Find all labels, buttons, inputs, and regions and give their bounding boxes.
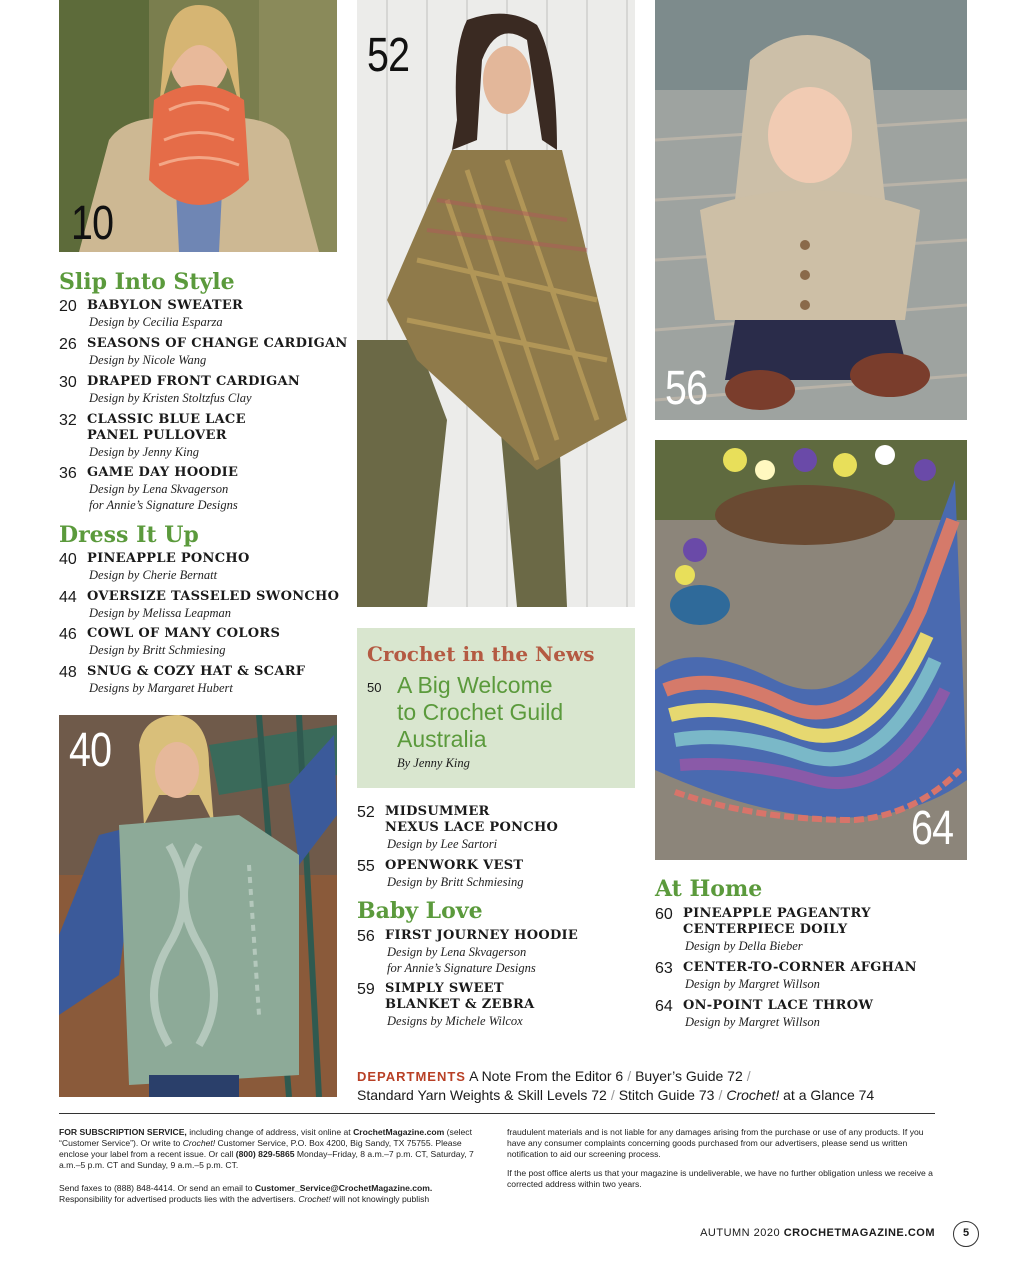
toc-page-number: 48 [59, 664, 77, 681]
magazine-name: Crochet! [182, 1138, 216, 1148]
photo-page-number: 64 [911, 802, 954, 855]
address-paragraph: If the post office alerts us that your magazine is undeliverable, we have no further obligation unless we receive a corrected address within two years. [507, 1168, 933, 1189]
news-section-title: Crochet in the News [367, 642, 595, 666]
toc-item[interactable] [59, 626, 349, 658]
photo-page-number: 56 [665, 362, 708, 415]
photo-green-poncho-woman [59, 715, 337, 1097]
photo-rainbow-afghan [655, 440, 967, 860]
magazine-name: Crochet! [298, 1194, 331, 1204]
toc-designer: Design by Britt Schmiesing [387, 875, 524, 889]
toc-item[interactable] [59, 374, 349, 406]
department-link[interactable] [726, 1087, 874, 1103]
toc-page-number: 40 [59, 551, 77, 568]
liability-info [507, 1127, 935, 1198]
magazine-name: Crochet! [726, 1087, 780, 1103]
toc-item[interactable] [59, 664, 349, 696]
toc-item[interactable] [59, 336, 349, 368]
toc-page-number: 59 [357, 981, 375, 998]
toc-title: PINEAPPLE PONCHO [87, 551, 250, 566]
toc-designer: Design by Nicole Wang [89, 353, 207, 367]
toc-title: OPENWORK VEST [385, 858, 524, 873]
toc-item[interactable] [655, 998, 945, 1030]
toc-title: MIDSUMMER [385, 804, 490, 819]
departments-label: DEPARTMENTS [357, 1069, 466, 1084]
toc-page-number: 60 [655, 906, 673, 923]
toc-item[interactable] [655, 906, 945, 954]
site-link[interactable]: CrochetMagazine.com [353, 1127, 445, 1137]
toc-item[interactable] [59, 551, 349, 583]
department-link[interactable]: Standard Yarn Weights & Skill Levels 72 [357, 1087, 607, 1103]
toc-title: OVERSIZE TASSELED SWONCHO [87, 589, 340, 604]
toc-title: GAME DAY HOODIE [87, 465, 239, 480]
toc-designer: Design by Lee Sartori [387, 837, 498, 851]
toc-item[interactable] [59, 465, 349, 513]
toc-item[interactable] [655, 960, 945, 992]
toc-item[interactable] [59, 298, 349, 330]
toc-designer: Design by Lena Skvagerson [387, 945, 527, 959]
department-link[interactable]: Stitch Guide 73 [618, 1087, 715, 1103]
liability-paragraph: fraudulent materials and is not liable for any damages arising from the purchase or use of any products. If you have any consumer complaints concerning goods purchased from our advertisers, please send us written notification to aid our screening process. [507, 1127, 924, 1159]
toc-designer: for Annie’s Signature Designs [387, 961, 536, 975]
toc-title: PANEL PULLOVER [87, 428, 227, 443]
toc-designer: Design by Cherie Bernatt [89, 568, 218, 582]
toc-title: BLANKET & ZEBRA [385, 997, 535, 1012]
photo-page-number: 52 [367, 29, 410, 82]
toc-page-number: 55 [357, 858, 375, 875]
toc-page-number: 20 [59, 298, 77, 315]
fine-text: including change of address, visit online at [186, 1127, 354, 1137]
toc-title: FIRST JOURNEY HOODIE [385, 928, 579, 943]
page-footer [700, 1227, 935, 1239]
page-number-badge: 5 [953, 1221, 979, 1247]
toc-title: CLASSIC BLUE LACE [87, 412, 246, 427]
fine-text: will not knowingly publish [330, 1194, 430, 1204]
toc-title: SEASONS OF CHANGE CARDIGAN [87, 336, 348, 351]
photo-baby-hoodie [655, 0, 967, 420]
separator: / [627, 1068, 632, 1084]
photo-cowl-woman [59, 0, 337, 252]
photo-page-number: 10 [71, 197, 114, 250]
toc-item[interactable] [357, 981, 647, 1029]
separator: / [746, 1068, 751, 1084]
email-link[interactable]: Customer_Service@CrochetMagazine.com. [254, 1183, 433, 1193]
departments [357, 1067, 957, 1104]
toc-page-number: 56 [357, 928, 375, 945]
toc-item[interactable] [357, 804, 647, 852]
toc-designer: Design by Della Bieber [685, 939, 803, 953]
subscription-info [59, 1127, 479, 1213]
toc-page-number: 26 [59, 336, 77, 353]
toc-page-number: 44 [59, 589, 77, 606]
photo-page-number: 40 [69, 724, 112, 777]
divider [59, 1113, 935, 1114]
toc-designer: Design by Lena Skvagerson [89, 482, 229, 496]
news-headline [397, 672, 627, 753]
toc-designer: Design by Britt Schmiesing [89, 643, 226, 657]
toc-item[interactable] [59, 589, 349, 621]
toc-designer: Design by Kristen Stoltzfus Clay [89, 391, 252, 405]
section-title-dress-it-up: Dress It Up [59, 522, 199, 548]
toc-page-number: 63 [655, 960, 673, 977]
news-headline-line: A Big Welcome [397, 672, 553, 698]
fine-text: (select “Customer Service”). Or write to [59, 1127, 472, 1148]
issue-date: AUTUMN 2020 [700, 1227, 784, 1239]
photo-poncho-woman [357, 0, 635, 607]
toc-title: BABYLON SWEATER [87, 298, 244, 313]
section-title-at-home: At Home [655, 876, 763, 902]
toc-item[interactable] [357, 858, 647, 890]
fine-bold: FOR SUBSCRIPTION SERVICE, [59, 1127, 187, 1137]
department-link[interactable]: Buyer’s Guide 72 [635, 1068, 743, 1084]
footer-site-link[interactable]: CROCHETMAGAZINE.COM [783, 1227, 935, 1239]
separator: / [610, 1087, 615, 1103]
section-title-slip-into-style: Slip Into Style [59, 269, 235, 295]
toc-title: DRAPED FRONT CARDIGAN [87, 374, 301, 389]
toc-designer: Designs by Margaret Hubert [89, 681, 233, 695]
toc-designer: Design by Melissa Leapman [89, 606, 231, 620]
toc-designer: Design by Jenny King [89, 445, 200, 459]
fine-text: Responsibility for advertised products lies with the advertisers. [59, 1194, 299, 1204]
toc-page-number: 32 [59, 412, 77, 429]
toc-title: ON-POINT LACE THROW [683, 998, 874, 1013]
toc-designer: Design by Margret Willson [685, 977, 820, 991]
toc-designer: Design by Cecilia Esparza [89, 315, 223, 329]
news-page-number: 50 [367, 680, 382, 695]
fine-text: Customer Service, P.O. Box 4200, Big Sandy, TX 75755. Please enclose your label from a recent issue. Or call [59, 1138, 462, 1159]
toc-designer: Designs by Michele Wilcox [387, 1014, 523, 1028]
toc-item[interactable] [59, 412, 349, 460]
toc-designer: for Annie’s Signature Designs [89, 498, 238, 512]
subscription-paragraph [59, 1127, 479, 1171]
news-author: By Jenny King [397, 756, 470, 770]
separator: / [718, 1087, 723, 1103]
toc-item[interactable] [357, 928, 647, 976]
fine-text: Monday–Friday, 8 a.m.–7 p.m. CT, Saturday, 7 a.m.–5 p.m. CT and Sunday, 9 a.m.–5 p.m. CT. [59, 1149, 474, 1170]
fine-text: Send faxes to (888) 848-4414. Or send an email to [59, 1183, 255, 1193]
toc-designer: Design by Margret Willson [685, 1015, 820, 1029]
crochet-news-box[interactable] [357, 628, 635, 788]
toc-title: NEXUS LACE PONCHO [385, 820, 559, 835]
toc-page-number: 64 [655, 998, 673, 1015]
news-headline-line: Australia [397, 726, 487, 752]
section-title-baby-love: Baby Love [357, 898, 483, 924]
toc-page-number: 52 [357, 804, 375, 821]
toc-title: CENTER-TO-CORNER AFGHAN [683, 960, 917, 975]
toc-page-number: 36 [59, 465, 77, 482]
toc-page-number: 46 [59, 626, 77, 643]
department-link[interactable]: A Note From the Editor 6 [469, 1068, 624, 1084]
toc-title: PINEAPPLE PAGEANTRY [683, 906, 871, 921]
toc-title: SNUG & COZY HAT & SCARF [87, 664, 306, 679]
fax-paragraph [59, 1183, 479, 1205]
toc-title: CENTERPIECE DOILY [683, 922, 848, 937]
phone-number: (800) 829-5865 [235, 1149, 295, 1159]
department-link-text: at a Glance 74 [779, 1087, 875, 1103]
toc-page-number: 30 [59, 374, 77, 391]
toc-title: SIMPLY SWEET [385, 981, 504, 996]
news-headline-line: to Crochet Guild [397, 699, 564, 725]
toc-title: COWL OF MANY COLORS [87, 626, 281, 641]
